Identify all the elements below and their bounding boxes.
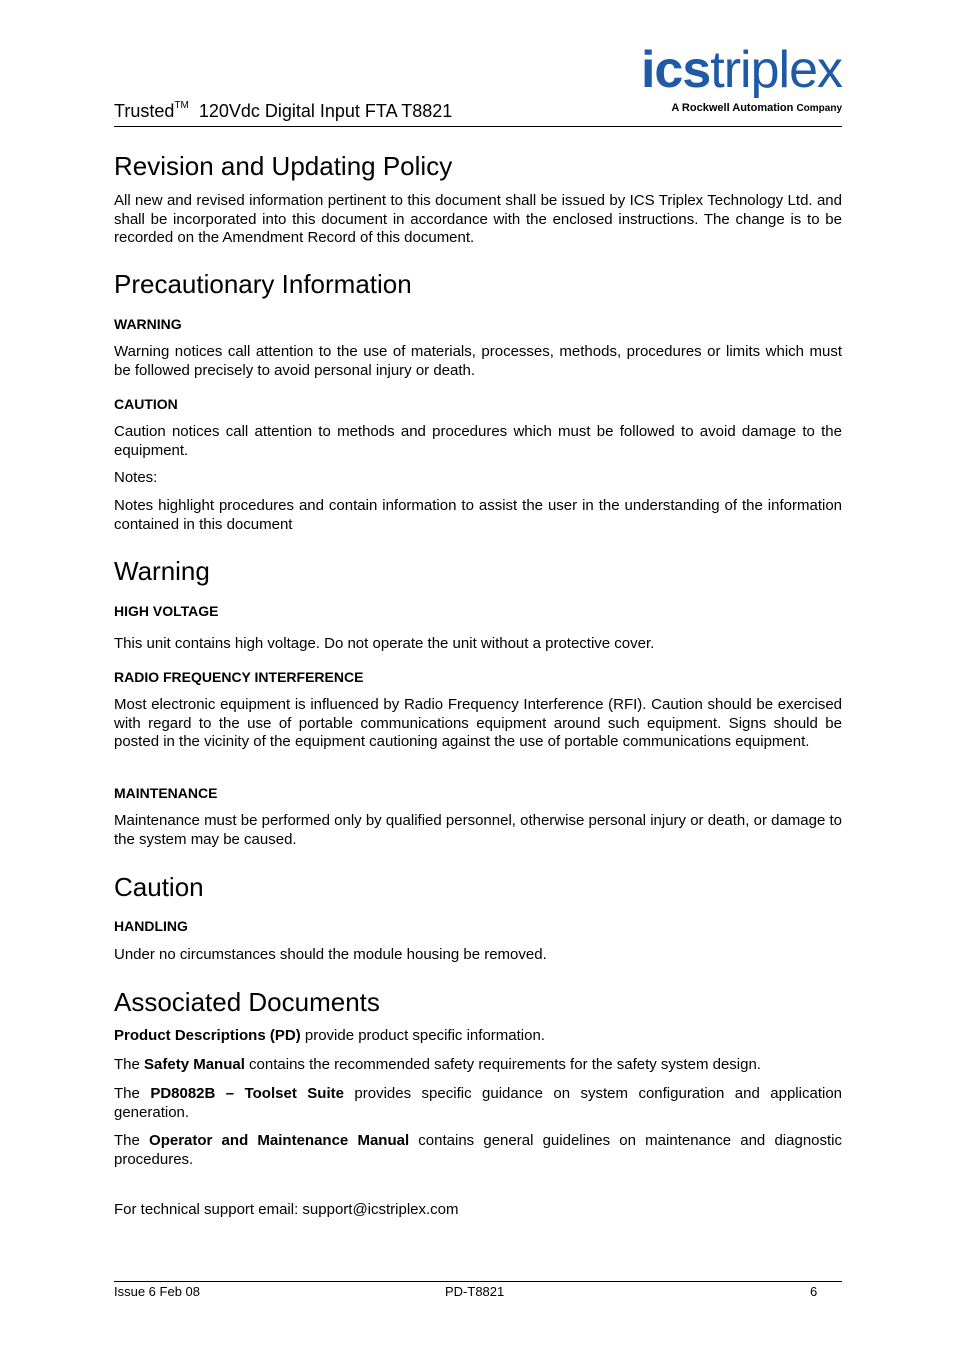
revision-body: All new and revised information pertinent to this document shall be issued by ICS Triplex Technology Ltd. and shall be incorporated into this document in accordance with the enclosed instructions. The change is to be recorded on the Amendment Record of this document. — [114, 192, 842, 246]
product-descriptions-line: Product Descriptions (PD) provide product specific information. — [114, 1027, 545, 1044]
logo-tagline: A Rockwell Automation Company — [671, 102, 842, 114]
logo-company: Company — [796, 103, 842, 114]
footer-divider — [114, 1281, 842, 1282]
footer-issue: Issue 6 Feb 08 — [114, 1284, 200, 1299]
title-prefix: Trusted — [114, 101, 175, 121]
logo-triplex: triplex — [710, 41, 842, 99]
revision-heading: Revision and Updating Policy — [114, 151, 453, 181]
toolset-suite-line: The PD8082B – Toolset Suite provides specific guidance on system configuration and application generation. — [114, 1085, 843, 1121]
associated-documents-heading: Associated Documents — [114, 987, 380, 1017]
rfi-label: RADIO FREQUENCY INTERFERENCE — [114, 669, 364, 685]
precautionary-heading: Precautionary Information — [114, 269, 412, 299]
support-email-line: For technical support email: support@icstriplex.com — [114, 1201, 459, 1218]
notes-label: Notes: — [114, 469, 158, 486]
safety-manual-line: The Safety Manual contains the recommended safety requirements for the safety system design. — [114, 1056, 761, 1073]
operator-manual-line: The Operator and Maintenance Manual contains general guidelines on maintenance and diagnostic procedures. — [114, 1132, 843, 1168]
title-text: 120Vdc Digital Input FTA T8821 — [198, 101, 453, 121]
document-title — [114, 101, 452, 122]
rfi-body: Most electronic equipment is influenced by Radio Frequency Interference (RFI). Caution should be exercised with regard to the use of portable communications equipment around such equipment. Signs should be posted in the vicinity of the equipment cautioning against the use of portable communications equipment. — [114, 696, 842, 750]
ics-triplex-logo — [610, 41, 842, 118]
logo-ics: ics — [640, 41, 711, 99]
maintenance-label: MAINTENANCE — [114, 785, 218, 801]
handling-label: HANDLING — [114, 918, 188, 934]
caution-notice-body: Caution notices call attention to methods and procedures which must be followed to avoid damage to the equipment. — [114, 423, 842, 459]
high-voltage-label: HIGH VOLTAGE — [114, 603, 219, 619]
caution-label: CAUTION — [114, 396, 178, 412]
warning-notice-body: Warning notices call attention to the use of materials, processes, methods, procedures or limits which must be followed precisely to avoid personal injury or death. — [114, 343, 842, 379]
handling-body: Under no circumstances should the module housing be removed. — [114, 946, 547, 963]
maintenance-body: Maintenance must be performed only by qualified personnel, otherwise personal injury or death, or damage to the system may be caused. — [114, 812, 842, 848]
trademark-mark: TM — [174, 100, 189, 111]
high-voltage-body: This unit contains high voltage. Do not operate the unit without a protective cover. — [114, 635, 655, 652]
warning-label: WARNING — [114, 316, 182, 332]
footer-doc-id: PD-T8821 — [445, 1284, 505, 1299]
footer-page-number: 6 — [810, 1284, 818, 1299]
header-divider — [114, 126, 842, 127]
warning-heading: Warning — [114, 556, 210, 586]
notes-body: Notes highlight procedures and contain information to assist the user in the understanding of the information contained in this document — [114, 497, 842, 533]
caution-heading: Caution — [114, 872, 204, 902]
